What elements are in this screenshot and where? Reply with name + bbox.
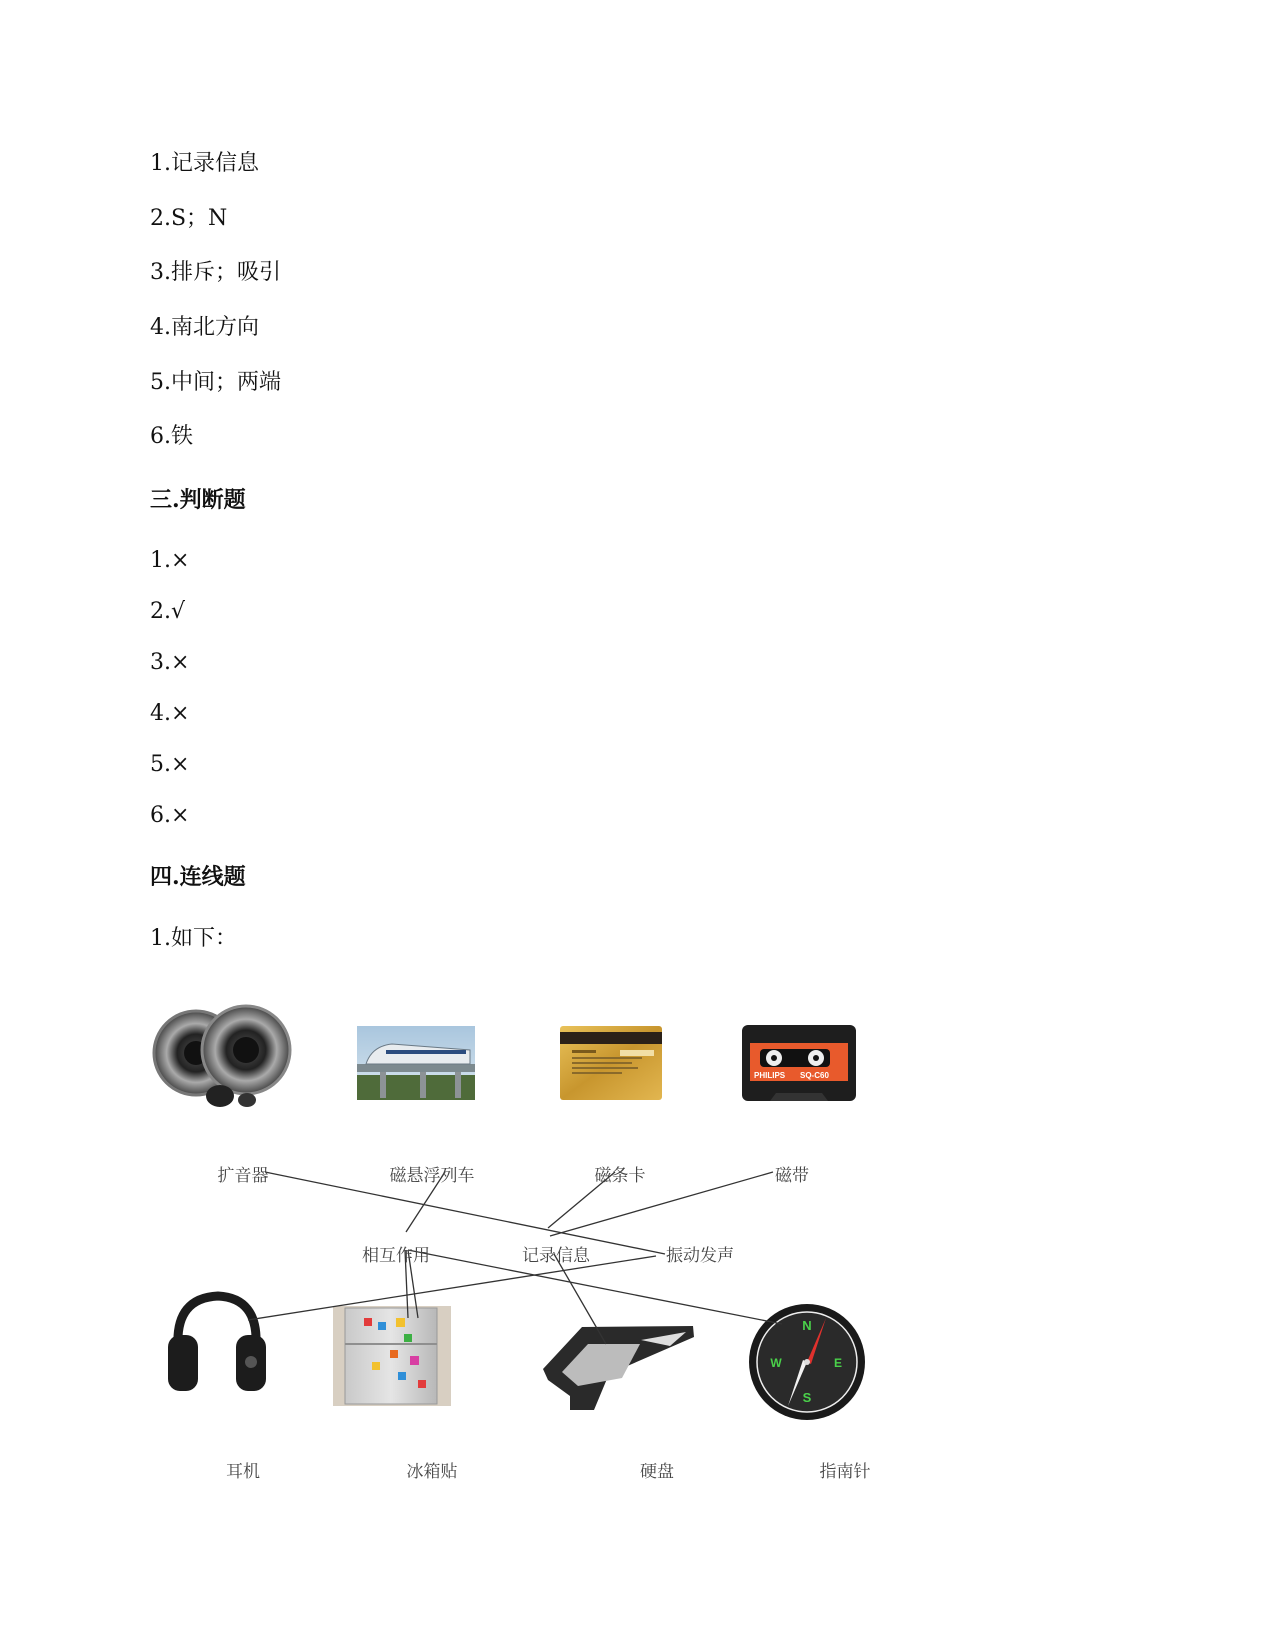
judge-answer-1: 1.× — [150, 548, 190, 573]
label-magnetic-card: 磁条卡 — [594, 1166, 646, 1186]
label-record-info: 记录信息 — [522, 1246, 590, 1266]
maglev-train-image — [357, 1026, 475, 1100]
section4-title: 四.连线题 — [150, 864, 246, 890]
label-cassette-tape: 磁带 — [775, 1166, 809, 1186]
judge-answer-5: 5.× — [150, 752, 190, 777]
headphones-image — [168, 1296, 266, 1391]
hard-disk-image — [543, 1326, 694, 1410]
judge-answer-2: 2.√ — [150, 599, 186, 624]
cassette-brand: PHILIPS — [754, 1071, 786, 1080]
fill-answer-5: 5.中间；两端 — [150, 370, 281, 395]
judge-answer-6: 6.× — [150, 803, 190, 828]
fill-answer-1: 1.记录信息 — [150, 151, 259, 176]
label-interaction: 相互作用 — [362, 1246, 430, 1266]
compass-north-mark: N — [802, 1318, 812, 1333]
label-headphones: 耳机 — [226, 1462, 260, 1482]
section3-title: 三.判断题 — [150, 487, 246, 513]
label-compass: 指南针 — [819, 1462, 871, 1482]
cassette-model: SQ-C60 — [800, 1071, 829, 1080]
compass-south-mark: S — [802, 1390, 812, 1405]
fill-answer-2: 2.S；N — [150, 206, 228, 231]
magnetic-card-image — [560, 1026, 662, 1100]
cassette-tape-image — [742, 1025, 856, 1101]
fill-answer-3: 3.排斥；吸引 — [150, 260, 281, 285]
fill-answer-4: 4.南北方向 — [150, 315, 259, 340]
compass-east-mark: E — [833, 1356, 843, 1370]
label-fridge-magnet: 冰箱贴 — [406, 1462, 458, 1482]
section4-q1: 1.如下： — [150, 926, 237, 951]
speaker-image — [154, 1006, 290, 1107]
label-speaker: 扩音器 — [217, 1166, 269, 1186]
fridge-magnets-image — [333, 1306, 451, 1406]
label-vibration-sound: 振动发声 — [666, 1246, 734, 1266]
judge-answer-3: 3.× — [150, 650, 190, 675]
label-maglev-train: 磁悬浮列车 — [389, 1166, 475, 1186]
compass-west-mark: W — [770, 1356, 782, 1370]
fill-answer-6: 6.铁 — [150, 424, 193, 449]
label-hard-disk: 硬盘 — [640, 1462, 674, 1482]
judge-answer-4: 4.× — [150, 701, 190, 726]
